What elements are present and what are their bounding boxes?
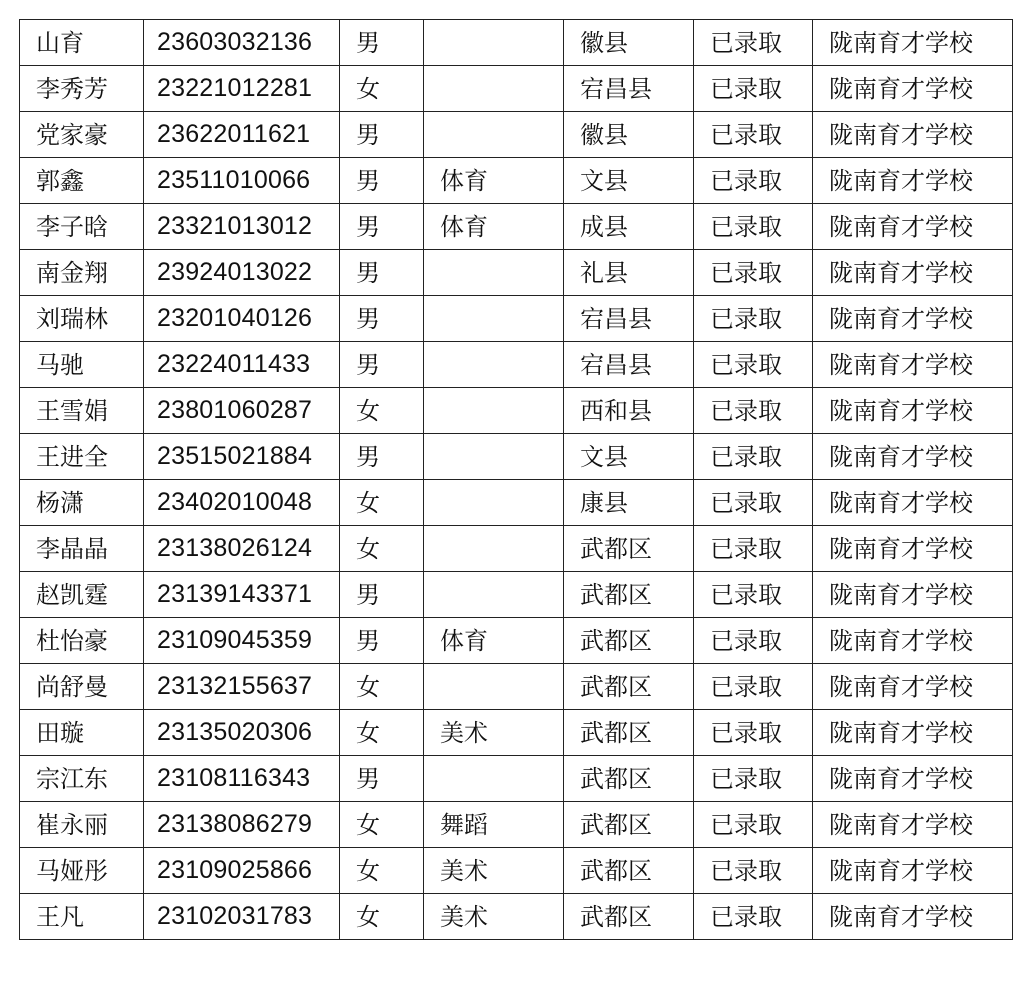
school-name-cell: 陇南育才学校 bbox=[813, 572, 1013, 618]
exam-number-cell: 23138086279 bbox=[144, 802, 340, 848]
school-name-cell: 陇南育才学校 bbox=[813, 250, 1013, 296]
gender-cell: 男 bbox=[340, 756, 424, 802]
admission-status-cell: 已录取 bbox=[694, 434, 813, 480]
specialty-cell: 舞蹈 bbox=[424, 802, 564, 848]
gender-cell: 男 bbox=[340, 20, 424, 66]
table-row bbox=[20, 112, 1013, 158]
admission-status-cell: 已录取 bbox=[694, 158, 813, 204]
gender-cell: 女 bbox=[340, 894, 424, 940]
student-name-cell: 杨潇 bbox=[20, 480, 144, 526]
specialty-cell: 体育 bbox=[424, 158, 564, 204]
admission-status-cell: 已录取 bbox=[694, 342, 813, 388]
table-row bbox=[20, 664, 1013, 710]
county-cell: 武都区 bbox=[564, 664, 694, 710]
school-name-cell: 陇南育才学校 bbox=[813, 710, 1013, 756]
school-name-cell: 陇南育才学校 bbox=[813, 802, 1013, 848]
school-name-cell: 陇南育才学校 bbox=[813, 20, 1013, 66]
gender-cell: 女 bbox=[340, 388, 424, 434]
specialty-cell bbox=[424, 296, 564, 342]
exam-number-cell: 23224011433 bbox=[144, 342, 340, 388]
specialty-cell bbox=[424, 664, 564, 710]
specialty-cell bbox=[424, 434, 564, 480]
gender-cell: 女 bbox=[340, 802, 424, 848]
specialty-cell bbox=[424, 66, 564, 112]
exam-number-cell: 23321013012 bbox=[144, 204, 340, 250]
school-name-cell: 陇南育才学校 bbox=[813, 664, 1013, 710]
school-name-cell: 陇南育才学校 bbox=[813, 894, 1013, 940]
specialty-cell: 体育 bbox=[424, 204, 564, 250]
table-row bbox=[20, 802, 1013, 848]
school-name-cell: 陇南育才学校 bbox=[813, 618, 1013, 664]
table-row bbox=[20, 756, 1013, 802]
exam-number-cell: 23402010048 bbox=[144, 480, 340, 526]
admission-status-cell: 已录取 bbox=[694, 848, 813, 894]
school-name-cell: 陇南育才学校 bbox=[813, 434, 1013, 480]
student-name-cell: 马娅彤 bbox=[20, 848, 144, 894]
specialty-cell bbox=[424, 388, 564, 434]
exam-number-cell: 23801060287 bbox=[144, 388, 340, 434]
table-row bbox=[20, 618, 1013, 664]
gender-cell: 女 bbox=[340, 480, 424, 526]
gender-cell: 男 bbox=[340, 204, 424, 250]
specialty-cell bbox=[424, 526, 564, 572]
admission-status-cell: 已录取 bbox=[694, 20, 813, 66]
admission-status-cell: 已录取 bbox=[694, 112, 813, 158]
exam-number-cell: 23221012281 bbox=[144, 66, 340, 112]
county-cell: 康县 bbox=[564, 480, 694, 526]
student-name-cell: 王凡 bbox=[20, 894, 144, 940]
table-row bbox=[20, 572, 1013, 618]
gender-cell: 男 bbox=[340, 158, 424, 204]
gender-cell: 男 bbox=[340, 250, 424, 296]
specialty-cell bbox=[424, 20, 564, 66]
county-cell: 宕昌县 bbox=[564, 66, 694, 112]
specialty-cell bbox=[424, 342, 564, 388]
table-row bbox=[20, 480, 1013, 526]
student-name-cell: 崔永丽 bbox=[20, 802, 144, 848]
school-name-cell: 陇南育才学校 bbox=[813, 480, 1013, 526]
gender-cell: 女 bbox=[340, 710, 424, 756]
student-name-cell: 刘瑞林 bbox=[20, 296, 144, 342]
county-cell: 成县 bbox=[564, 204, 694, 250]
admission-status-cell: 已录取 bbox=[694, 710, 813, 756]
school-name-cell: 陇南育才学校 bbox=[813, 388, 1013, 434]
admission-table bbox=[19, 19, 1013, 940]
table-row bbox=[20, 848, 1013, 894]
table-row bbox=[20, 66, 1013, 112]
specialty-cell bbox=[424, 112, 564, 158]
specialty-cell bbox=[424, 480, 564, 526]
table-body bbox=[20, 20, 1013, 940]
specialty-cell: 体育 bbox=[424, 618, 564, 664]
exam-number-cell: 23622011621 bbox=[144, 112, 340, 158]
specialty-cell: 美术 bbox=[424, 848, 564, 894]
admission-status-cell: 已录取 bbox=[694, 480, 813, 526]
student-name-cell: 尚舒曼 bbox=[20, 664, 144, 710]
admission-status-cell: 已录取 bbox=[694, 296, 813, 342]
student-name-cell: 杜怡豪 bbox=[20, 618, 144, 664]
school-name-cell: 陇南育才学校 bbox=[813, 848, 1013, 894]
gender-cell: 男 bbox=[340, 572, 424, 618]
student-name-cell: 党家豪 bbox=[20, 112, 144, 158]
admission-status-cell: 已录取 bbox=[694, 388, 813, 434]
exam-number-cell: 23138026124 bbox=[144, 526, 340, 572]
specialty-cell bbox=[424, 756, 564, 802]
school-name-cell: 陇南育才学校 bbox=[813, 526, 1013, 572]
county-cell: 武都区 bbox=[564, 802, 694, 848]
admission-status-cell: 已录取 bbox=[694, 66, 813, 112]
school-name-cell: 陇南育才学校 bbox=[813, 756, 1013, 802]
student-name-cell: 李晶晶 bbox=[20, 526, 144, 572]
gender-cell: 女 bbox=[340, 848, 424, 894]
student-name-cell: 马驰 bbox=[20, 342, 144, 388]
school-name-cell: 陇南育才学校 bbox=[813, 158, 1013, 204]
county-cell: 宕昌县 bbox=[564, 296, 694, 342]
table-row bbox=[20, 250, 1013, 296]
county-cell: 西和县 bbox=[564, 388, 694, 434]
table-row bbox=[20, 158, 1013, 204]
county-cell: 武都区 bbox=[564, 894, 694, 940]
county-cell: 武都区 bbox=[564, 848, 694, 894]
gender-cell: 男 bbox=[340, 434, 424, 480]
school-name-cell: 陇南育才学校 bbox=[813, 342, 1013, 388]
county-cell: 武都区 bbox=[564, 572, 694, 618]
county-cell: 武都区 bbox=[564, 618, 694, 664]
student-name-cell: 田璇 bbox=[20, 710, 144, 756]
table-row bbox=[20, 204, 1013, 250]
student-name-cell: 山育 bbox=[20, 20, 144, 66]
specialty-cell: 美术 bbox=[424, 710, 564, 756]
admission-status-cell: 已录取 bbox=[694, 526, 813, 572]
exam-number-cell: 23102031783 bbox=[144, 894, 340, 940]
specialty-cell bbox=[424, 572, 564, 618]
gender-cell: 男 bbox=[340, 296, 424, 342]
table-row bbox=[20, 296, 1013, 342]
county-cell: 文县 bbox=[564, 158, 694, 204]
school-name-cell: 陇南育才学校 bbox=[813, 112, 1013, 158]
specialty-cell bbox=[424, 250, 564, 296]
county-cell: 武都区 bbox=[564, 710, 694, 756]
admission-status-cell: 已录取 bbox=[694, 250, 813, 296]
exam-number-cell: 23924013022 bbox=[144, 250, 340, 296]
student-name-cell: 南金翔 bbox=[20, 250, 144, 296]
student-name-cell: 宗江东 bbox=[20, 756, 144, 802]
exam-number-cell: 23139143371 bbox=[144, 572, 340, 618]
table-row bbox=[20, 526, 1013, 572]
admission-status-cell: 已录取 bbox=[694, 894, 813, 940]
specialty-cell: 美术 bbox=[424, 894, 564, 940]
admission-status-cell: 已录取 bbox=[694, 756, 813, 802]
exam-number-cell: 23515021884 bbox=[144, 434, 340, 480]
table-row bbox=[20, 894, 1013, 940]
exam-number-cell: 23201040126 bbox=[144, 296, 340, 342]
admission-status-cell: 已录取 bbox=[694, 572, 813, 618]
exam-number-cell: 23109025866 bbox=[144, 848, 340, 894]
school-name-cell: 陇南育才学校 bbox=[813, 204, 1013, 250]
table-row bbox=[20, 388, 1013, 434]
admission-status-cell: 已录取 bbox=[694, 618, 813, 664]
exam-number-cell: 23108116343 bbox=[144, 756, 340, 802]
county-cell: 礼县 bbox=[564, 250, 694, 296]
gender-cell: 男 bbox=[340, 342, 424, 388]
exam-number-cell: 23132155637 bbox=[144, 664, 340, 710]
county-cell: 武都区 bbox=[564, 526, 694, 572]
student-name-cell: 王进全 bbox=[20, 434, 144, 480]
admission-status-cell: 已录取 bbox=[694, 204, 813, 250]
student-name-cell: 赵凯霆 bbox=[20, 572, 144, 618]
table-row bbox=[20, 20, 1013, 66]
county-cell: 徽县 bbox=[564, 20, 694, 66]
county-cell: 徽县 bbox=[564, 112, 694, 158]
county-cell: 武都区 bbox=[564, 756, 694, 802]
county-cell: 文县 bbox=[564, 434, 694, 480]
school-name-cell: 陇南育才学校 bbox=[813, 66, 1013, 112]
student-name-cell: 李秀芳 bbox=[20, 66, 144, 112]
gender-cell: 男 bbox=[340, 618, 424, 664]
student-name-cell: 李子晗 bbox=[20, 204, 144, 250]
exam-number-cell: 23511010066 bbox=[144, 158, 340, 204]
student-name-cell: 王雪娟 bbox=[20, 388, 144, 434]
admission-status-cell: 已录取 bbox=[694, 802, 813, 848]
exam-number-cell: 23109045359 bbox=[144, 618, 340, 664]
table-row bbox=[20, 342, 1013, 388]
table-row bbox=[20, 434, 1013, 480]
exam-number-cell: 23135020306 bbox=[144, 710, 340, 756]
student-name-cell: 郭鑫 bbox=[20, 158, 144, 204]
gender-cell: 女 bbox=[340, 664, 424, 710]
county-cell: 宕昌县 bbox=[564, 342, 694, 388]
gender-cell: 女 bbox=[340, 526, 424, 572]
exam-number-cell: 23603032136 bbox=[144, 20, 340, 66]
gender-cell: 男 bbox=[340, 112, 424, 158]
admission-status-cell: 已录取 bbox=[694, 664, 813, 710]
table-row bbox=[20, 710, 1013, 756]
gender-cell: 女 bbox=[340, 66, 424, 112]
school-name-cell: 陇南育才学校 bbox=[813, 296, 1013, 342]
